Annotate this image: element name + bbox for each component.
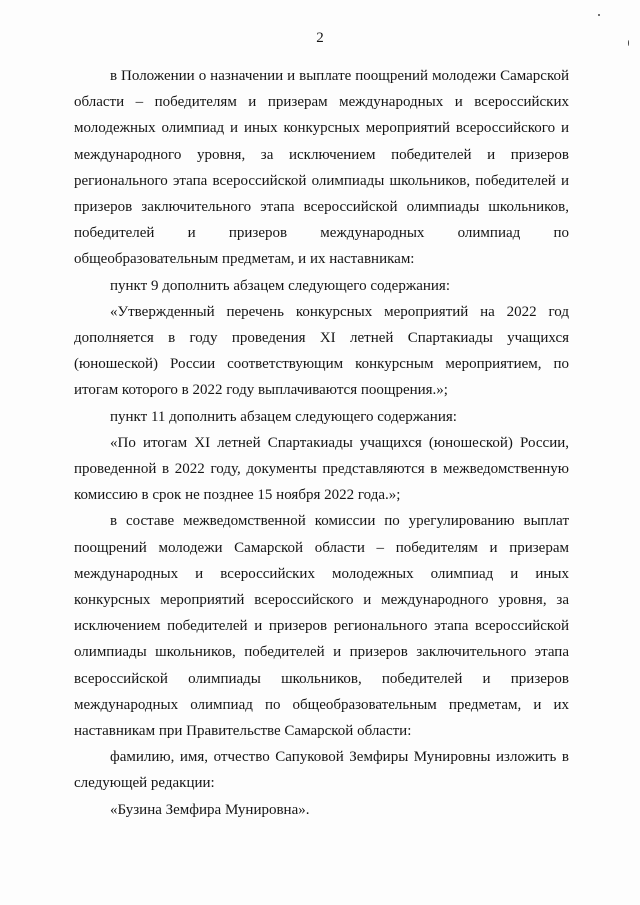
paragraph-item-9-text: «Утвержденный перечень конкурсных мероприятий на 2022 год дополняется в году проведения XI летней Спартакиады учащихся (юношеской) России соответствующим конкурсным мероприятием, по итогам которого в 2022 году выплачиваются поощрения.»; bbox=[74, 303, 569, 399]
paragraph-item-11: пункт 11 дополнить абзацем следующего содержания: bbox=[110, 408, 457, 425]
paragraph-name-change: фамилию, имя, отчество Сапуковой Земфиры Мунировны изложить в следующей редакции: bbox=[74, 749, 569, 792]
scan-speck bbox=[628, 40, 629, 46]
paragraph-commission: в составе межведомственной комиссии по урегулированию выплат поощрений молодежи Самарской области – победителям и призерам международных и всероссийских молодежных олимпиад и иных конкурсных мероприятий всероссийского и международного уровня, за исключением победителей и призеров регионального этапа всероссийской олимпиады школьников, победителей и призеров заключительного этапа всероссийской олимпиады школьников, победителей и призеров международных олимпиад по общеобразовательным предметам, и их наставникам при Правительстве Самарской области: bbox=[74, 513, 569, 740]
page-number: 2 bbox=[316, 30, 324, 46]
paragraph-new-name: «Бузина Земфира Мунировна». bbox=[110, 801, 310, 818]
paragraph-item-9: пункт 9 дополнить абзацем следующего содержания: bbox=[110, 277, 450, 294]
scan-speck bbox=[598, 14, 600, 16]
paragraph-regulation-intro: в Положении о назначении и выплате поощрений молодежи Самарской области – победителям и призерам международных и всероссийских молодежных олимпиад и иных конкурсных мероприятий всероссийского и международного уровня, за исключением победителей и призеров регионального этапа всероссийской олимпиады школьников, победителей и призеров заключительного этапа всероссийской олимпиады школьников, победителей и призеров международных олимпиад по общеобразовательным предметам, и их наставникам: bbox=[74, 68, 569, 268]
paragraph-item-11-text: «По итогам XI летней Спартакиады учащихся (юношеской) России, проведенной в 2022 году, документы представляются в межведомственную комиссию в срок не позднее 15 ноября 2022 года.»; bbox=[74, 434, 569, 504]
document-body bbox=[74, 63, 569, 823]
